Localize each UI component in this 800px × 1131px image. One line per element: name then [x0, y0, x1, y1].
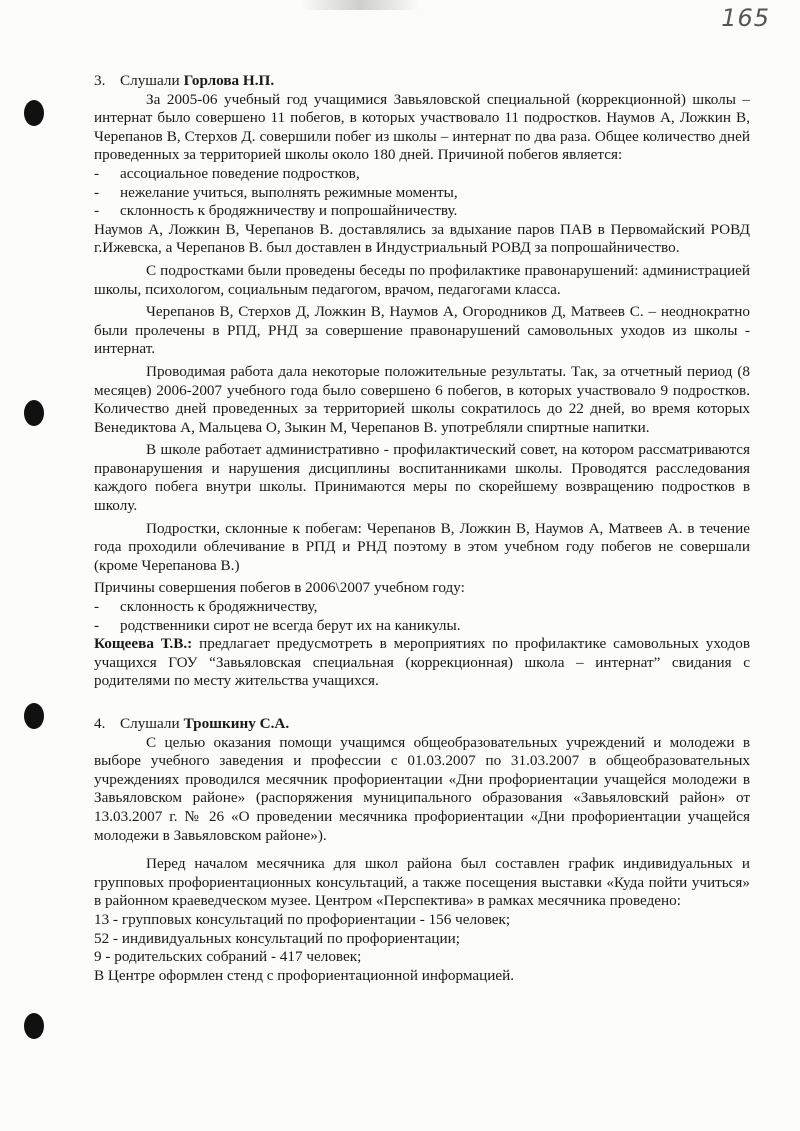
punch-hole-icon — [24, 1013, 44, 1039]
paragraph: С целью оказания помощи учащимся общеобразовательных учреждений и молодежи в выборе учебного заведения и профессии с 01.03.2007 по 31.03.2007 в общеобразовательных учреждениях проводился месячник профориентации «Дни профориентации учащейся молодежи в Завьяловском районе» (распоряжения муниципального образования «Завьяловский район» от 13.03.2007 г. № 26 «О проведении месячника профориентации «Дни профориентации учащейся молодежи в Завьяловском районе»). — [94, 733, 750, 844]
paragraph: В школе работает административно - профилактический совет, на котором рассматриваются правонарушения и нарушения дисциплины воспитанниками школы. Проводятся расследования каждого побега внутри школы. Принимаются меры по скорейшему возвращению подростков в школу. — [94, 441, 750, 515]
list-item: В Центре оформлен стенд с профориентационной информацией. — [94, 966, 515, 984]
list-item: - склонность к бродяжничеству, — [94, 598, 318, 616]
list-item: 9 - родительских собраний - 417 человек; — [94, 948, 362, 966]
list-item: 13 - групповых консультаций по профориентации - 156 человек; — [94, 910, 511, 928]
punch-hole-icon — [24, 400, 44, 426]
list-item: - ассоциальное поведение подростков, — [94, 164, 360, 182]
section-4-heading: 4. Слушали Трошкину С.А. — [94, 715, 290, 732]
section-3-heading: 3. Слушали Горлова Н.П. — [94, 72, 275, 89]
scan-smudge — [300, 0, 420, 10]
paragraph: Подростки, склонные к побегам: Черепанов В, Ложкин В, Наумов А, Матвеев А. в течение года проходили облечивание в РПД и РНД поэтому в этом учебном году побегов не совершали (кроме Черепанова В.) — [94, 519, 750, 574]
proposal-paragraph: Кощеева Т.В.: предлагает предусмотреть в мероприятиях по профилактике самовольных уходов учащихся ГОУ “Завьяловская специальная (коррекционная) школа – интернат” свидания с родителями по месту жительства учащихся. — [94, 635, 750, 690]
speaker-name: Горлова Н.П. — [183, 72, 275, 89]
paragraph: Перед началом месячника для школ района был составлен график индивидуальных и групповых профориентационных консультаций, а также посещения выставки «Куда пойти учиться» в районном краеведческом музее. Центром «Перспектива» в рамках месячника проведено: — [94, 855, 750, 910]
speaker-name: Трошкину С.А. — [183, 715, 290, 732]
list-item: - родственники сирот не всегда берут их на каникулы. — [94, 616, 461, 634]
punch-hole-icon — [24, 100, 44, 126]
paragraph: С подростками были проведены беседы по профилактике правонарушений: администрацией школы, психологом, социальным педагогом, врачом, педагогами класса. — [94, 261, 750, 298]
proposal-author: Кощеева Т.В.: — [94, 635, 193, 653]
list-item: - склонность к бродяжничеству и попрошайничеству. — [94, 202, 458, 220]
list-item: 52 - индивидуальных консультаций по профориентации; — [94, 929, 460, 947]
paragraph: Проводимая работа дала некоторые положительные результаты. Так, за отчетный период (8 месяцев) 2006-2007 учебного года было совершено 6 побегов, в которых участвовало 9 подростков. Количество дней проведенных за территорией школы сократилось до 22 дней, во время которых Венедиктова А, Мальцева О, Зыкин М, Черепанов В. употребляли спиртные напитки. — [94, 362, 750, 436]
paragraph: Черепанов В, Стерхов Д, Ложкин В, Наумов А, Огородников Д, Матвеев С. – неоднократно были пролечены в РПД, РНД за совершение правонарушений самовольных уходов из школы - интернат. — [94, 303, 750, 358]
punch-hole-icon — [24, 703, 44, 729]
paragraph: Причины совершения побегов в 2006\2007 учебном году: — [94, 579, 465, 597]
list-item: - нежелание учиться, выполнять режимные моменты, — [94, 183, 458, 201]
paragraph: Наумов А, Ложкин В, Черепанов В. доставлялись за вдыхание паров ПАВ в Первомайский РОВД г.Ижевска, а Черепанов В. был доставлен в Индустриальный РОВД за попрошайничество. — [94, 220, 750, 257]
paragraph: За 2005-06 учебный год учащимися Завьяловской специальной (коррекционной) школы – интернат было совершено 11 побегов, в которых участвовало 11 подростков. Наумов А, Ложкин В, Черепанов В, Стерхов Д. совершили побег из школы – интернат по два раза. Общее количество дней проведенных за территорией школы около 180 дней. Причиной побегов является: — [94, 90, 750, 164]
page-number: 165 — [721, 4, 770, 32]
document-body — [94, 72, 750, 985]
